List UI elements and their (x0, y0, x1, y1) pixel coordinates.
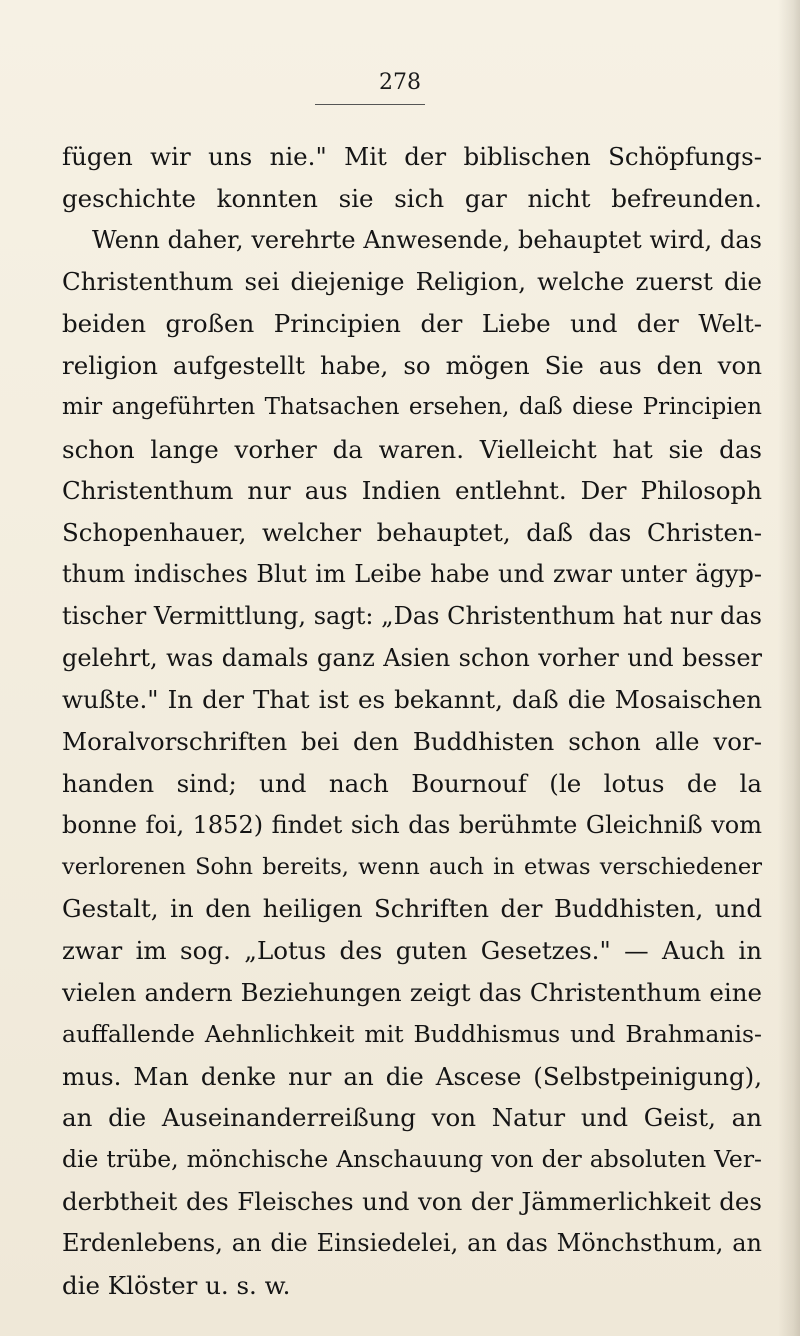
text-line: an die Auseinanderreißung von Natur und Geist, an (62, 1103, 762, 1133)
text-line: Erdenlebens, an die Einsiedelei, an das Mönchsthum, an (62, 1228, 762, 1257)
text-line: Christenthum sei diejenige Religion, welche zuerst die (62, 267, 762, 297)
text-line: schon lange vorher da waren. Vielleicht hat sie das (62, 434, 762, 464)
text-line: fügen wir uns nie." Mit der biblischen Schöpfungs- (62, 142, 762, 171)
text-line: vielen andern Beziehungen zeigt das Christenthum eine (62, 977, 762, 1007)
page-number-rule (315, 104, 425, 105)
page-number: 278 (379, 70, 421, 95)
text-line: die Klöster u. s. w. (62, 1270, 291, 1300)
text-line: thum indisches Blut im Leibe habe und zwar unter ägyp- (62, 559, 762, 588)
text-line: handen sind; und nach Bournouf (le lotus de la (62, 768, 762, 798)
text-line: wußte." In der That ist es bekannt, daß die Mosaischen (62, 685, 762, 715)
text-line: geschichte konnten sie sich gar nicht befreunden. (62, 183, 762, 213)
text-line: verlorenen Sohn bereits, wenn auch in etwas verschiedener (62, 853, 762, 880)
text-line: mus. Man denke nur an die Ascese (Selbstpeinigung), (62, 1061, 762, 1091)
text-line: Wenn daher, verehrte Anwesende, behauptet wird, das (92, 225, 762, 254)
text-line: Moralvorschriften bei den Buddhisten schon alle vor- (62, 727, 762, 757)
text-line: Christenthum nur aus Indien entlehnt. Der Philosoph (62, 476, 762, 506)
text-line: auffallende Aehnlichkeit mit Buddhismus und Brahmanis- (62, 1019, 762, 1048)
page-edge-shadow (778, 0, 800, 1336)
text-line: die trübe, mönchische Anschauung von der absoluten Ver- (62, 1145, 762, 1174)
text-line: tischer Vermittlung, sagt: „Das Christenthum hat nur das (62, 601, 762, 630)
text-line: zwar im sog. „Lotus des guten Gesetzes." — Auch in (62, 936, 762, 966)
text-line: bonne foi, 1852) findet sich das berühmte Gleichniß vom (62, 810, 762, 839)
text-line: Schopenhauer, welcher behauptet, daß das Christen- (62, 518, 762, 548)
text-line: mir angeführten Thatsachen ersehen, daß diese Principien (62, 393, 762, 420)
text-line: beiden großen Principien der Liebe und der Welt- (62, 309, 762, 339)
text-line: gelehrt, was damals ganz Asien schon vorher und besser (62, 643, 762, 672)
body-text (62, 136, 762, 1306)
text-line: Gestalt, in den heiligen Schriften der Buddhisten, und (62, 894, 762, 924)
text-line: derbtheit des Fleisches und von der Jämmerlichkeit des (62, 1186, 762, 1216)
text-line: religion aufgestellt habe, so mögen Sie aus den von (62, 350, 762, 380)
